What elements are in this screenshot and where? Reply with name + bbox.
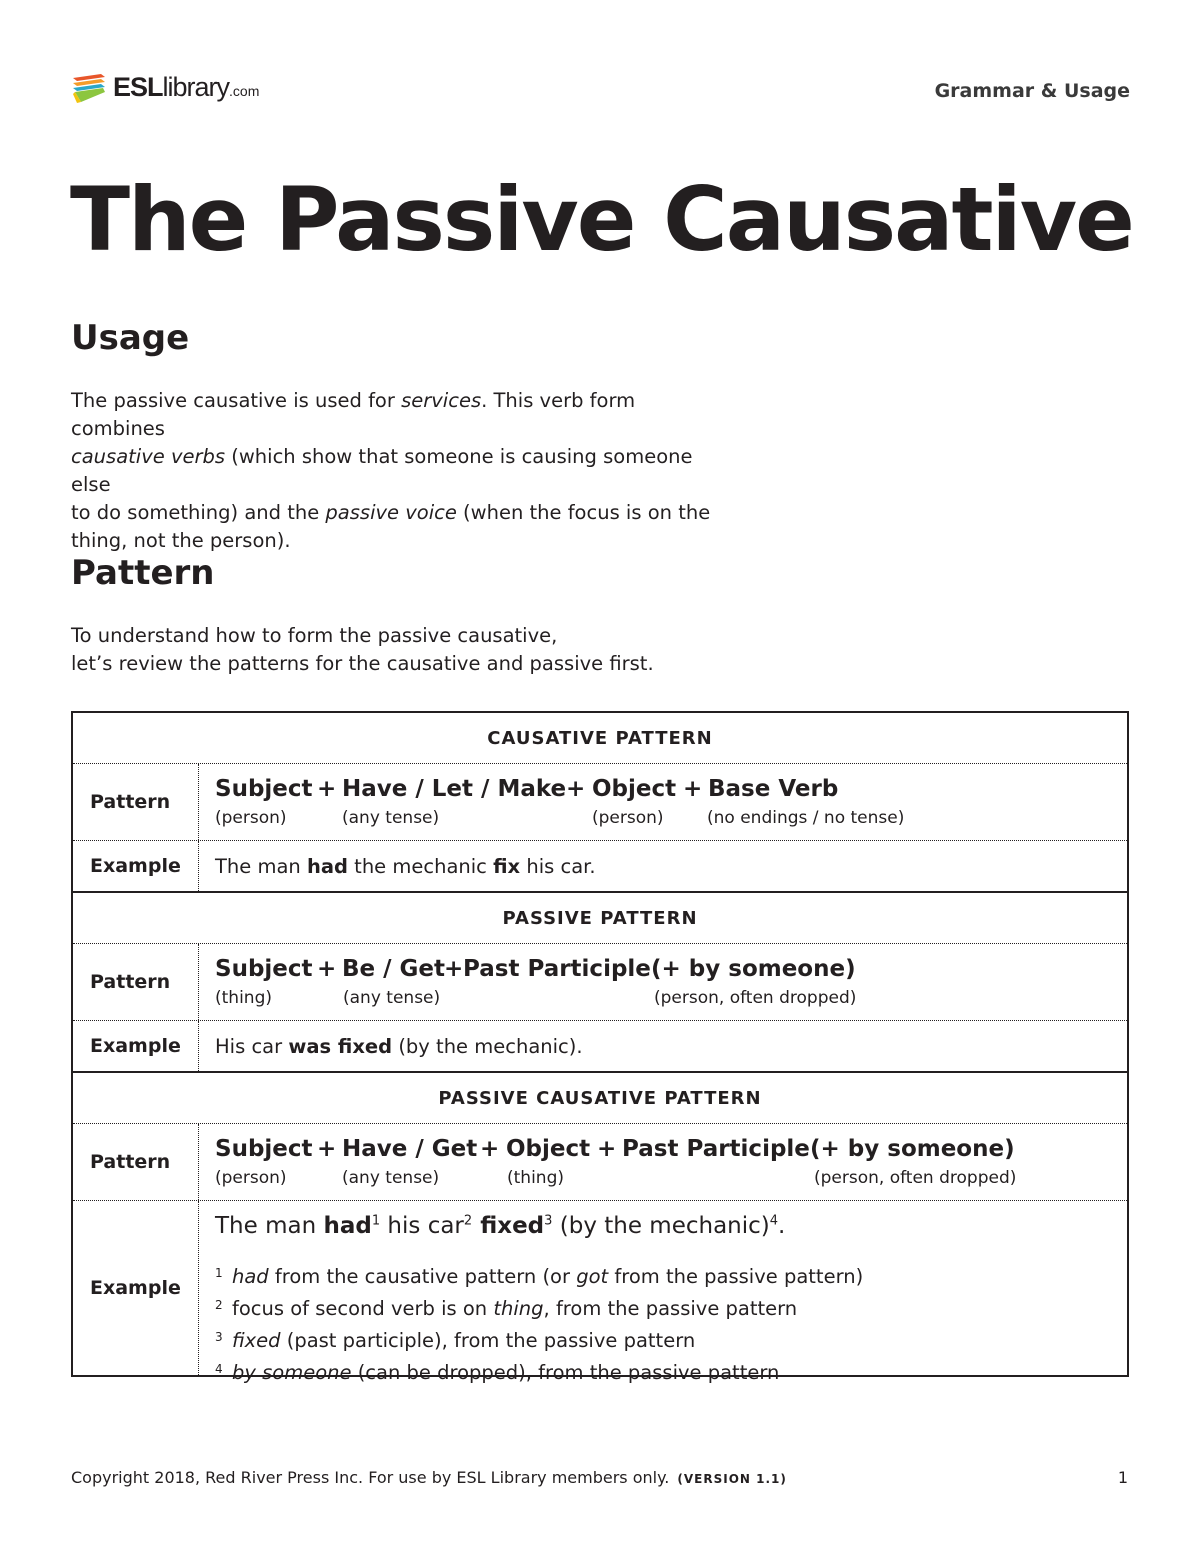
text: (past participle), from the passive pattern	[280, 1329, 696, 1352]
text: his car	[380, 1213, 464, 1239]
pattern-part: Subject	[215, 1136, 313, 1162]
pattern-note: (any tense)	[342, 1168, 440, 1188]
row-label: Pattern	[73, 944, 199, 1020]
text: The man	[215, 1213, 324, 1239]
footnote	[215, 1355, 863, 1387]
example-cell	[199, 1021, 1127, 1071]
example-cell	[199, 1201, 1127, 1384]
pattern-note: (any tense)	[343, 988, 441, 1008]
row-label: Example	[73, 1021, 199, 1071]
text: from the passive pattern)	[608, 1265, 864, 1288]
pattern-note: (any tense)	[342, 808, 440, 828]
page-title: The Passive Causative	[70, 168, 1133, 271]
footnote	[215, 1259, 863, 1291]
footnote-ref: 4	[769, 1213, 779, 1229]
footnote-num: 2	[215, 1298, 223, 1312]
example-cell	[199, 841, 1127, 891]
pattern-part: Have / Let / Make	[342, 776, 567, 802]
pattern-note: (no endings / no tense)	[707, 808, 905, 828]
table-row	[73, 841, 1127, 891]
footnote-num: 1	[215, 1266, 223, 1280]
text: had	[323, 1213, 372, 1239]
table-row	[73, 1201, 1127, 1384]
pattern-note: (person, often dropped)	[814, 1168, 1017, 1188]
text: To understand how to form the passive causative,	[71, 624, 558, 647]
plus: +	[683, 776, 703, 802]
books-icon	[71, 70, 107, 106]
plus: +	[317, 1136, 337, 1162]
logo-library: library	[162, 72, 230, 102]
pattern-part: Past Participle	[622, 1136, 810, 1162]
passive-causative-example	[215, 1213, 785, 1239]
text: fixed	[472, 1213, 545, 1239]
text: , from the passive pattern	[543, 1297, 798, 1320]
text: (by the mechanic)	[552, 1213, 770, 1239]
text: fixed	[232, 1329, 281, 1352]
text: The man	[215, 854, 307, 878]
text: thing, not the person).	[71, 529, 291, 552]
usage-heading: Usage	[71, 318, 190, 358]
footnotes	[215, 1259, 863, 1387]
logo-com: .com	[229, 83, 260, 99]
pattern-part: Base Verb	[708, 776, 839, 802]
version-label: (VERSION 1.1)	[677, 1472, 787, 1486]
plus: +	[317, 776, 337, 802]
text: His car	[215, 1034, 289, 1058]
plus: +	[566, 776, 586, 802]
pattern-heading: Pattern	[71, 553, 215, 593]
text: passive voice	[325, 501, 457, 524]
row-label: Pattern	[73, 1124, 199, 1200]
plus: +	[480, 1136, 500, 1162]
pattern-note: (person, often dropped)	[654, 988, 857, 1008]
text: by someone	[232, 1361, 352, 1384]
footnote	[215, 1291, 863, 1323]
pattern-part: Object	[592, 776, 677, 802]
text: the mechanic	[347, 854, 494, 878]
pattern-cell	[199, 764, 1127, 840]
text: got	[576, 1265, 609, 1288]
pattern-part: (+ by someone)	[810, 1136, 1015, 1162]
copyright-footer	[71, 1468, 787, 1487]
text: (can be dropped), from the passive pattern	[351, 1361, 780, 1384]
pattern-note: (thing)	[215, 988, 272, 1008]
page-number: 1	[1117, 1468, 1128, 1487]
text: thing	[493, 1297, 544, 1320]
row-label: Example	[73, 1201, 199, 1375]
footnote-num: 4	[215, 1362, 223, 1376]
category-label: Grammar & Usage	[934, 80, 1130, 102]
pattern-cell	[199, 944, 1127, 1020]
footnote-ref: 2	[463, 1213, 473, 1229]
table-row	[73, 764, 1127, 841]
text: let’s review the patterns for the causative and passive first.	[71, 652, 654, 675]
table-row	[73, 1124, 1127, 1201]
pattern-part: Past Participle	[463, 956, 651, 982]
pattern-part: Object	[506, 1136, 591, 1162]
footnote	[215, 1323, 863, 1355]
text: was fixed	[288, 1034, 393, 1058]
plus: +	[444, 956, 464, 982]
plus: +	[597, 1136, 617, 1162]
passive-causative-heading: PASSIVE CAUSATIVE PATTERN	[73, 1071, 1127, 1124]
text: from the causative pattern (or	[268, 1265, 577, 1288]
pattern-note: (person)	[592, 808, 664, 828]
text: . This verb form combines	[71, 389, 636, 440]
text: (by the mechanic).	[392, 1034, 583, 1058]
text: causative verbs	[71, 445, 226, 468]
pattern-cell	[199, 1124, 1127, 1200]
text: (which show that someone is causing someone else	[71, 445, 693, 496]
pattern-part: Subject	[215, 776, 313, 802]
passive-heading: PASSIVE PATTERN	[73, 891, 1127, 944]
text: The passive causative is used for	[71, 389, 402, 412]
esl-library-logo	[71, 70, 281, 110]
causative-heading: CAUSATIVE PATTERN	[73, 713, 1127, 764]
footnote-ref: 3	[544, 1213, 553, 1229]
text: .	[778, 1213, 786, 1239]
pattern-part: Have / Get	[342, 1136, 478, 1162]
pattern-note: (person)	[215, 808, 287, 828]
text: fix	[493, 854, 521, 878]
text: his car.	[520, 854, 596, 878]
copyright-text: Copyright 2018, Red River Press Inc. For use by ESL Library members only.	[71, 1468, 670, 1487]
text: services	[401, 389, 482, 412]
table-row	[73, 1021, 1127, 1071]
pattern-part: Subject	[215, 956, 313, 982]
logo-esl: ESL	[113, 72, 163, 102]
plus: +	[317, 956, 337, 982]
usage-paragraph	[71, 387, 711, 555]
patterns-table	[71, 711, 1129, 1384]
text: had	[306, 854, 348, 878]
row-label: Example	[73, 841, 199, 891]
text: had	[232, 1265, 269, 1288]
footnote-ref: 1	[371, 1213, 381, 1229]
footnote-num: 3	[215, 1330, 223, 1344]
pattern-note: (person)	[215, 1168, 287, 1188]
pattern-part: Be / Get	[342, 956, 446, 982]
pattern-note: (thing)	[507, 1168, 564, 1188]
row-label: Pattern	[73, 764, 199, 840]
table-row	[73, 944, 1127, 1021]
text: (when the focus is on the	[456, 501, 711, 524]
pattern-paragraph	[71, 622, 771, 678]
text: focus of second verb is on	[232, 1297, 494, 1320]
pattern-part: (+ by someone)	[651, 956, 856, 982]
text: to do something) and the	[71, 501, 326, 524]
